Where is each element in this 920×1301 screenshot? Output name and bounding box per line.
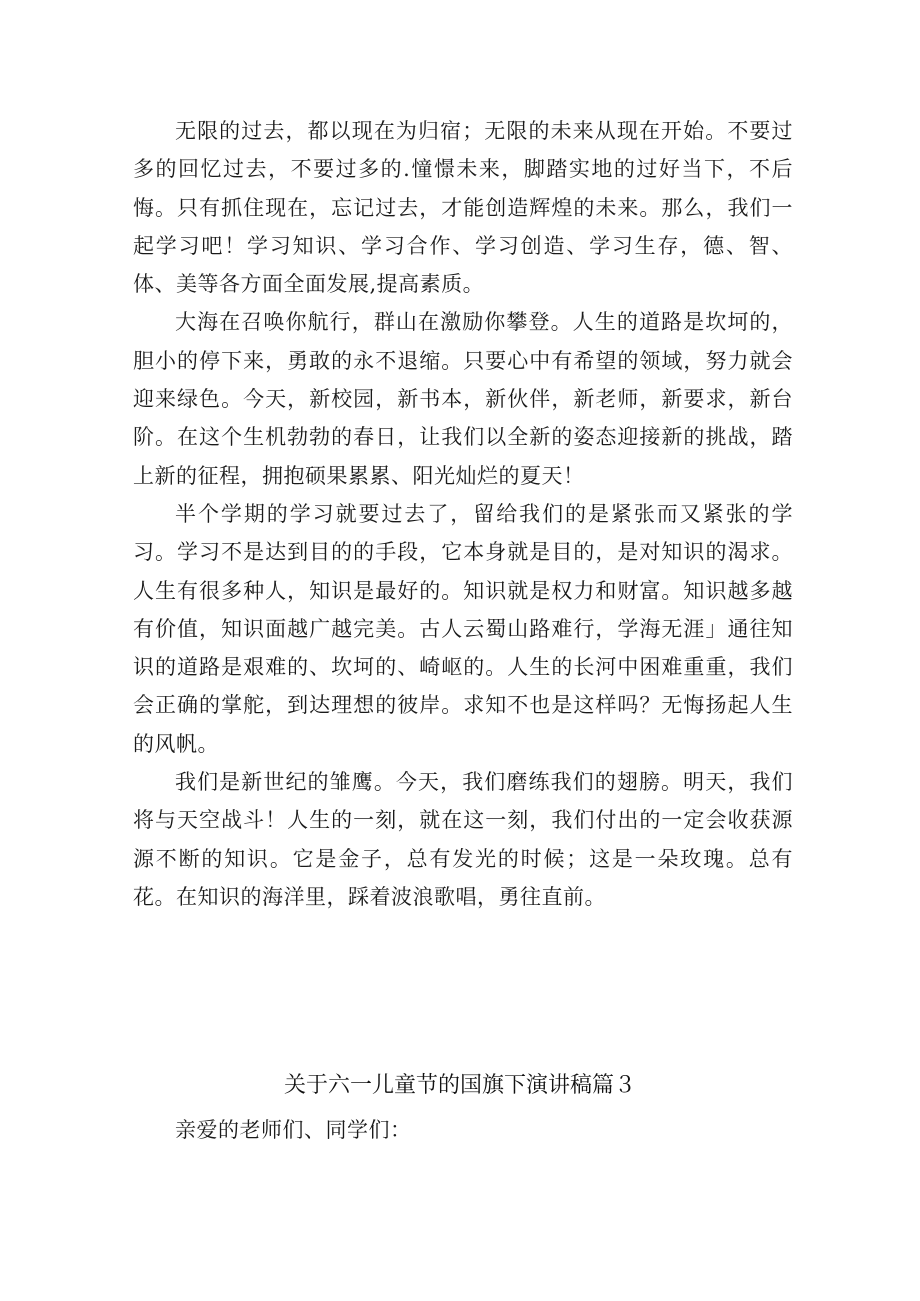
paragraph-2: 大海在召唤你航行，群山在激励你攀登。人生的道路是坎坷的，胆小的停下来，勇敢的永不退缩。只要心中有希望的领域，努力就会迎来绿色。今天，新校园，新书本，新伙伴，新老师，新要求，新台阶。在这个生机勃勃的春日，让我们以全新的姿态迎接新的挑战，踏上新的征程，拥抱硕果累累、阳光灿烂的夏天！ (133, 310, 793, 488)
paragraph-3: 半个学期的学习就要过去了，留给我们的是紧张而又紧张的学习。学习不是达到目的的手段，它本身就是目的，是对知识的渴求。人生有很多种人，知识是最好的。知识就是权力和财富。知识越多越有价值，知识面越广越完美。古人云蜀山路难行，学海无涯」通往知识的道路是艰难的、坎坷的、崎岖的。人生的长河中困难重重，我们会正确的掌舵，到达理想的彼岸。求知不也是这样吗？无悔扬起人生的风帆。 (133, 501, 793, 756)
paragraph-1: 无限的过去，都以现在为归宿；无限的未来从现在开始。不要过多的回忆过去，不要过多的.憧憬未来，脚踏实地的过好当下，不后悔。只有抓住现在，忘记过去，才能创造辉煌的未来。那么，我们一起学习吧！学习知识、学习合作、学习创造、学习生存，德、智、体、美等各方面全面发展,提高素质。 (133, 119, 793, 297)
greeting-line: 亲爱的老师们、同学们： (175, 1118, 412, 1142)
section-heading: 关于六一儿童节的国旗下演讲稿篇３ (283, 1073, 636, 1098)
document-body (133, 112, 793, 916)
paragraph-4: 我们是新世纪的雏鹰。今天，我们磨练我们的翅膀。明天，我们将与天空战斗！人生的一刻，就在这一刻，我们付出的一定会收获源源不断的知识。它是金子，总有发光的时候；这是一朵玫瑰。总有花。在知识的海洋里，踩着波浪歌唱，勇往直前。 (133, 770, 793, 909)
